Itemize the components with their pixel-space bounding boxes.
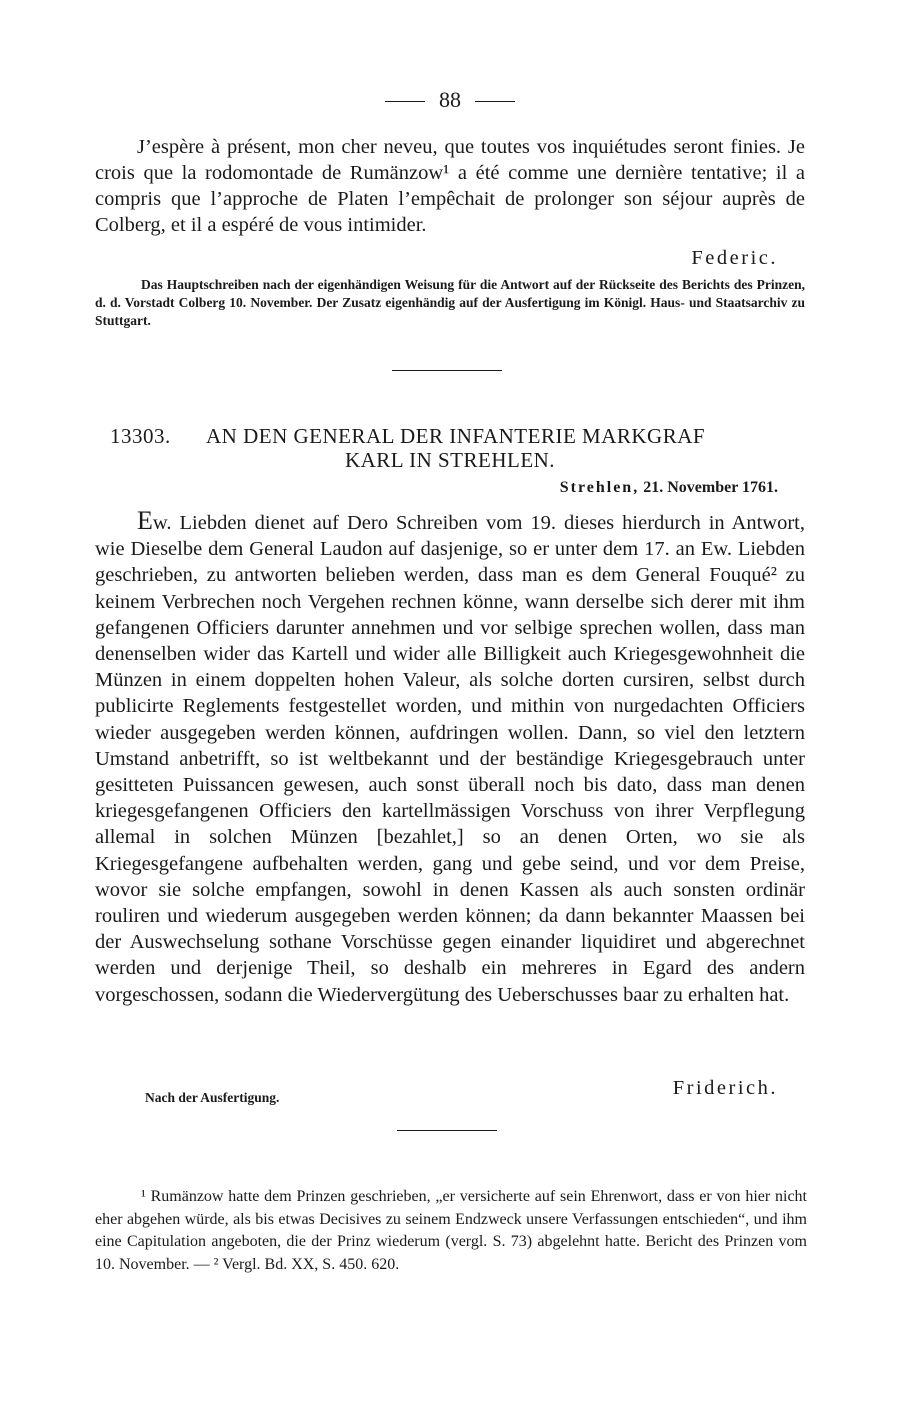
document-heading <box>110 424 810 448</box>
footnote-divider <box>397 1130 497 1131</box>
document-heading-line2: KARL IN STREHLEN. <box>344 448 556 472</box>
document-initial: E <box>137 506 153 535</box>
letter-signature-federic: Federic. <box>691 247 778 269</box>
document-body-text: w. Liebden dienet auf Dero Schreiben vom 19. dieses hierdurch in Antwort, wie Dieselbe dem General Laudon auf dasjenige, so er unter dem 17. an Ew. Liebden geschrieben, zu antworten belieben werden, dass man es dem General Fouqué² zu keinem Verbrechen noch Vergehen rechnen könne, wann derselbe sich derer mit ihm gefangenen Officiers darunter annehmen und vor selbige sprechen wollen, dass man denenselben wider das Kartell und wider alle Billigkeit auch Kriegesgewohnheit die Münzen in einem doppelten hohen Valeur, als solche dorten cursiren, selbst durch publicirte Reglements festgestellet worden, und mithin von nurgedachten Officiers wieder ausgegeben werden können, aufdringen wollen. Dann, so viel den letztern Umstand anbetrifft, so ist weltbekannt und der beständige Kriegesgebrauch unter gesitteten Puissancen gewesen, auch sonst überall noch bis dato, dass man denen kriegesgefangenen Officiers den kartellmässigen Vorschuss von ihrer Verpflegung allemal in solchen Münzen [bezahlet,] so an denen Orten, wo sie als Kriegesgefangene aufbehalten werden, gang und gebe seind, und vor dem Preise, wovor sie solche empfangen, sowohl in denen Kassen als auch sonsten ordinär rouliren und wiederum ausgegeben werden können; da dann bekannter Maassen bei der Auswechselung sothane Vorschüsse gegen einander liquidiret und abgerechnet werden und derjenige Theil, so deshalb ein mehreres in Egard des andern vorgeschossen, sodann die Wiedervergütung des Ueberschusses baar zu erhalten hat. <box>95 512 805 1006</box>
header-dash-right <box>475 101 515 102</box>
document-body-paragraph <box>95 508 805 1008</box>
document-signature-friderich: Friderich. <box>672 1077 778 1099</box>
document-heading-line1: AN DEN GENERAL DER INFANTERIE MARKGRAF <box>206 424 706 448</box>
document-source-note: Nach der Ausfertigung. <box>145 1090 280 1105</box>
document-body <box>95 508 805 1008</box>
footnotes-text: ¹ Rumänzow hatte dem Prinzen geschrieben, „er versicherte auf sein Ehrenwort, dass er von hier nicht eher abgehen würde, als bis etwas Decisives zu seinem Endzweck unsere Verfassungen entschieden“, und ihm eine Capitulation angeboten, die der Prinz wiederum (vergl. S. 73) abgelehnt hatte. Bericht des Prinzen vom 10. November. — ² Vergl. Bd. XX, S. 450. 620. <box>95 1188 807 1273</box>
place-date <box>560 478 778 498</box>
page-number: 88 <box>439 87 461 112</box>
document-place: Strehlen, <box>559 479 640 496</box>
editorial-note <box>95 276 805 330</box>
document-date: 21. November 1761. <box>643 479 778 496</box>
letter-continuation-text: J’espère à présent, mon cher neveu, que toutes vos inquiétudes seront finies. Je crois que la rodomontade de Rumänzow¹ a été comme une dernière tentative; il a compris que l’approche de Platen l’empêchait de prolonger son séjour auprès de Colberg, et il a espéré de vous intimider. <box>95 136 805 236</box>
document-number: 13303. <box>110 424 171 448</box>
footnotes <box>95 1186 807 1276</box>
letter-continuation <box>95 134 805 238</box>
section-divider <box>392 370 502 371</box>
editorial-note-text: Das Hauptschreiben nach der eigenhändigen Weisung für die Antwort auf der Rückseite des Berichts des Prinzen, d. d. Vorstadt Colberg 10. November. Der Zusatz eigenhändig auf der Ausfertigung im Königl. Haus- und Staatsarchiv zu Stuttgart. <box>95 277 805 328</box>
header-dash-left <box>385 101 425 102</box>
page-header <box>0 86 900 114</box>
